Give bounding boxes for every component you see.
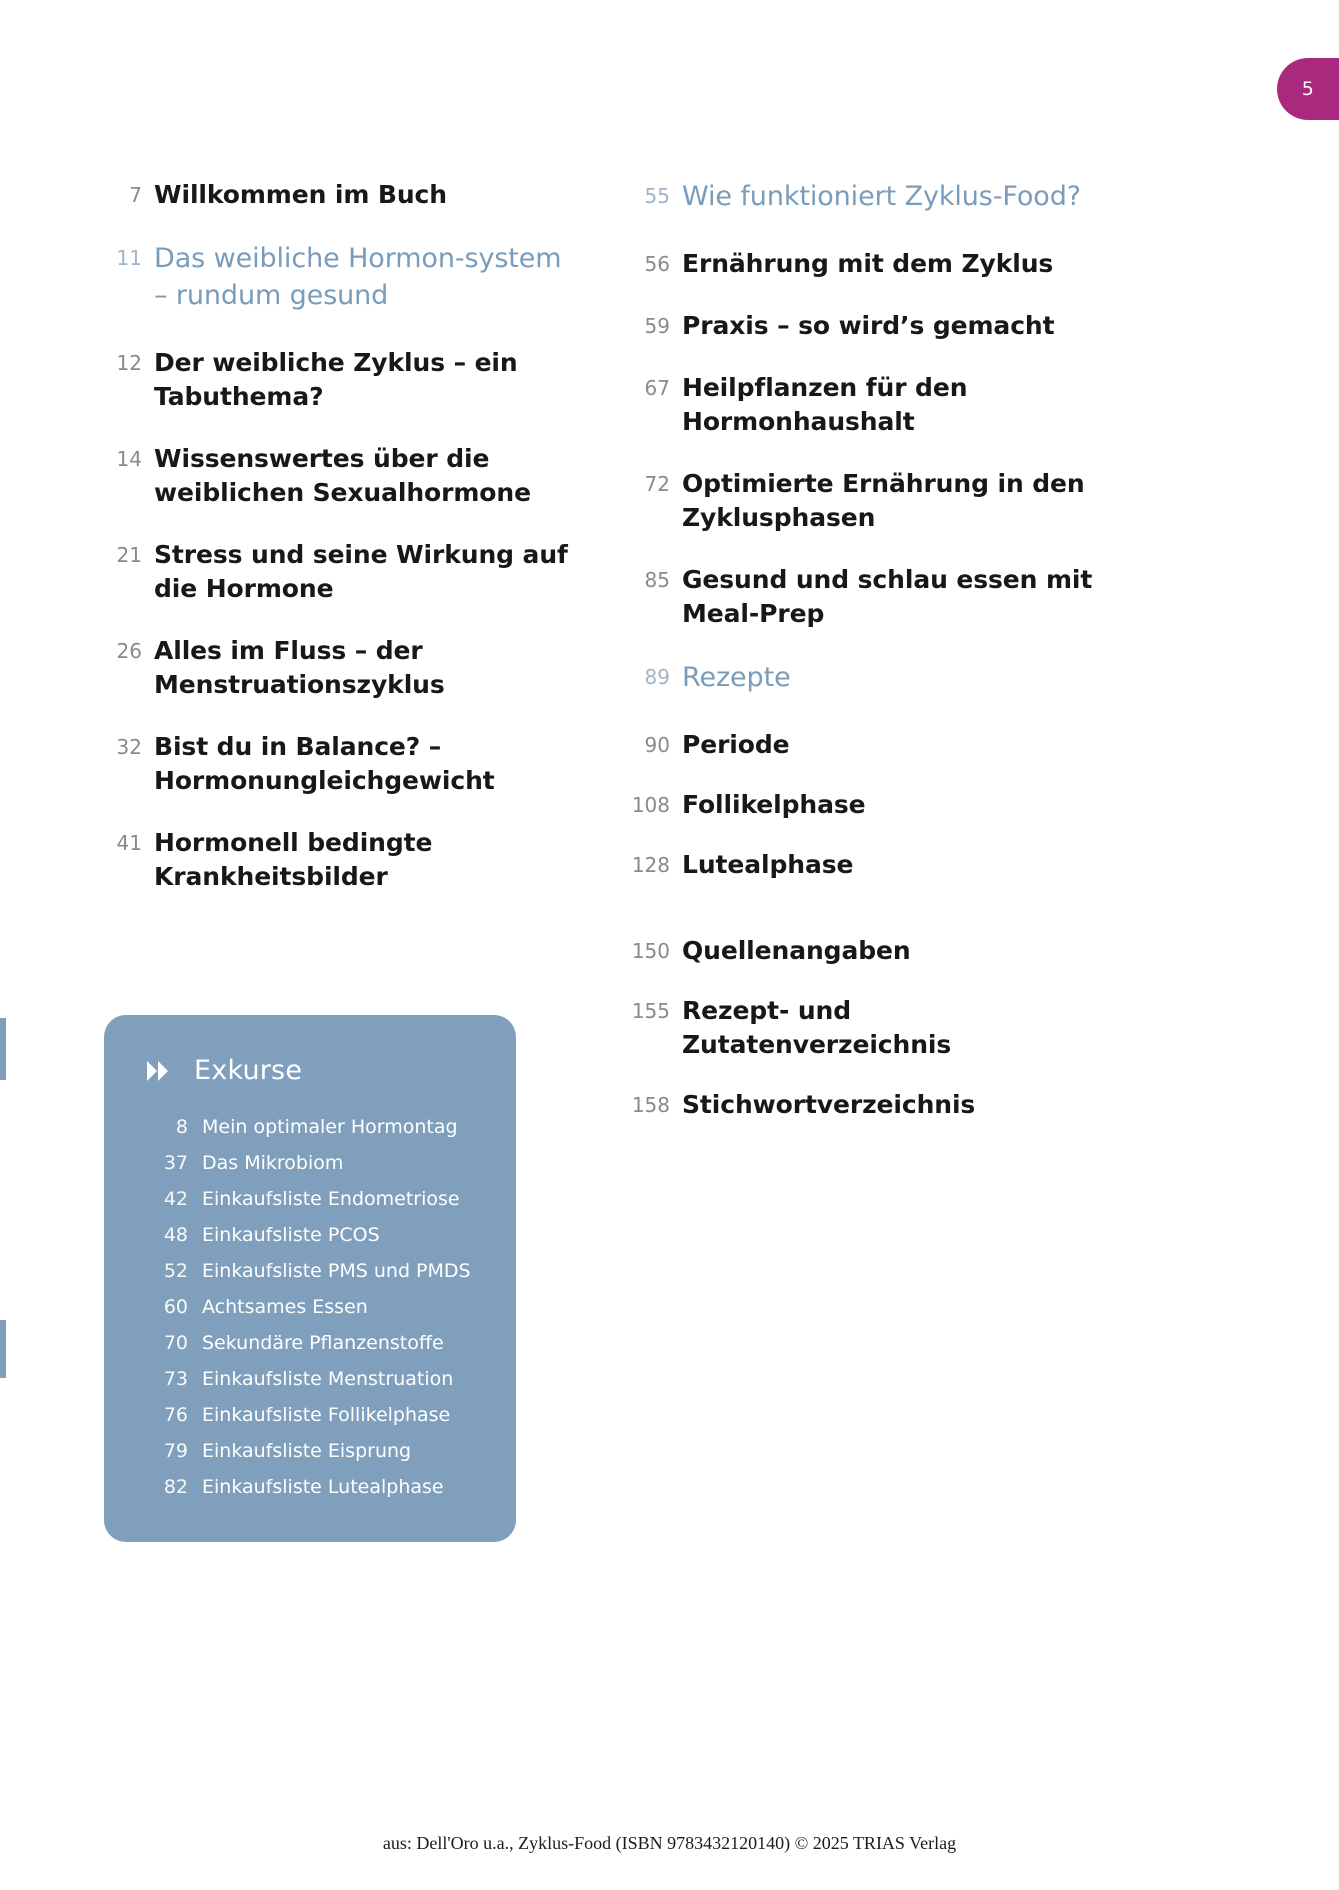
toc-entry-title: Optimierte Ernährung in den Zyklusphasen (682, 469, 1085, 532)
toc-entry-title: Praxis – so wird’s gemacht (682, 311, 1055, 340)
exkurse-item-page: 76 (163, 1404, 188, 1426)
toc-entry[interactable] (618, 371, 1118, 439)
exkurse-item-title: Sekundäre Pflanzenstoffe (202, 1332, 444, 1354)
toc-entry[interactable] (104, 538, 574, 606)
toc-entry-page: 55 (644, 184, 670, 208)
exkurse-list-item[interactable] (134, 1220, 486, 1250)
toc-entry-page: 85 (644, 568, 670, 592)
toc-entry-title: Lutealphase (682, 850, 854, 879)
toc-entry-title: Stress und seine Wirkung auf die Hormone (154, 540, 568, 603)
exkurse-item-page: 52 (163, 1260, 188, 1282)
toc-entry[interactable] (104, 826, 574, 894)
page-number-tab (1277, 58, 1339, 120)
toc-entry-page: 26 (116, 639, 142, 663)
toc-column-right (618, 178, 1118, 1148)
exkurse-list (134, 1112, 486, 1502)
toc-entry-title: Das weibliche Hormon‑system – rundum gesund (154, 243, 562, 311)
toc-chapter-entry[interactable] (104, 240, 574, 314)
toc-entry-page: 90 (644, 733, 670, 757)
toc-entry-title: Wie funktioniert Zyklus-Food? (682, 181, 1081, 212)
toc-entry-page: 41 (116, 831, 142, 855)
exkurse-item-page: 60 (163, 1296, 188, 1318)
toc-entry[interactable] (104, 346, 574, 414)
toc-entry[interactable] (618, 309, 1118, 343)
toc-entry-page: 155 (631, 999, 670, 1023)
toc-entry-page: 67 (644, 376, 670, 400)
toc-entry-page: 150 (631, 939, 670, 963)
toc-column-left (104, 178, 574, 1148)
toc-entry[interactable] (618, 467, 1118, 535)
toc-entry[interactable] (104, 442, 574, 510)
toc-entry[interactable] (618, 563, 1118, 631)
exkurse-item-title: Einkaufsliste Follikelphase (202, 1404, 451, 1426)
exkurse-item-title: Das Mikrobiom (202, 1152, 344, 1174)
toc-entry-title: Rezepte (682, 662, 791, 693)
exkurse-list-item[interactable] (134, 1292, 486, 1322)
exkurse-item-page: 37 (163, 1152, 188, 1174)
toc-entry-page: 89 (644, 665, 670, 689)
toc-entry-title: Alles im Fluss – der Menstruationszyklus (154, 636, 445, 699)
toc-chapter-entry[interactable] (618, 178, 1118, 215)
toc-entry[interactable] (618, 728, 1118, 762)
toc-entry[interactable] (618, 848, 1118, 882)
toc-entry-title: Hormonell bedingte Krankheitsbilder (154, 828, 433, 891)
toc-entry-page: 11 (116, 246, 142, 270)
footer-source-line: aus: Dell'Oro u.a., Zyklus-Food (ISBN 9783432120140) © 2025 TRIAS Verlag (382, 1833, 957, 1853)
exkurse-list-item[interactable] (134, 1400, 486, 1430)
toc-entry-title: Wissenswertes über die weiblichen Sexualhormone (154, 444, 531, 507)
exkurse-list-item[interactable] (134, 1436, 486, 1466)
toc-entry-page: 12 (116, 351, 142, 375)
exkurse-item-page: 73 (163, 1368, 188, 1390)
toc-entry[interactable] (618, 1088, 1118, 1122)
exkurse-item-title: Achtsames Essen (202, 1296, 368, 1318)
exkurse-item-title: Einkaufsliste Lutealphase (202, 1476, 444, 1498)
exkurse-item-page: 8 (175, 1116, 188, 1138)
exkurse-title: Exkurse (194, 1055, 303, 1086)
exkurse-item-page: 70 (163, 1332, 188, 1354)
table-of-contents (104, 178, 1224, 1148)
toc-entry-page: 21 (116, 543, 142, 567)
toc-entry[interactable] (618, 788, 1118, 822)
toc-entry[interactable] (618, 934, 1118, 968)
exkurse-item-title: Einkaufsliste Eisprung (202, 1440, 412, 1462)
exkurse-item-title: Einkaufsliste Menstruation (202, 1368, 454, 1390)
toc-entry-title: Der weibliche Zyklus – ein Tabuthema? (154, 348, 518, 411)
exkurse-list-item[interactable] (134, 1328, 486, 1358)
exkurse-list-item[interactable] (134, 1364, 486, 1394)
exkurse-item-title: Einkaufsliste PCOS (202, 1224, 380, 1246)
toc-entry-title: Ernährung mit dem Zyklus (682, 249, 1054, 278)
exkurse-list-item[interactable] (134, 1256, 486, 1286)
toc-entry[interactable] (618, 247, 1118, 281)
toc-entry[interactable] (618, 994, 1118, 1062)
toc-entry-page: 72 (644, 472, 670, 496)
toc-entry-title: Willkommen im Buch (154, 180, 447, 209)
exkurse-header (146, 1055, 486, 1086)
exkurse-item-page: 79 (163, 1440, 188, 1462)
toc-entry-title: Gesund und schlau essen mit Meal-Prep (682, 565, 1093, 628)
toc-entry-title: Stichwortverzeichnis (682, 1090, 976, 1119)
toc-entry[interactable] (104, 634, 574, 702)
toc-entry[interactable] (104, 730, 574, 798)
spine-mark-upper (0, 1018, 6, 1080)
exkurse-item-page: 82 (163, 1476, 188, 1498)
toc-entry-title: Follikelphase (682, 790, 866, 819)
toc-entry-page: 32 (116, 735, 142, 759)
toc-entry-title: Rezept- und Zutatenverzeichnis (682, 996, 952, 1059)
toc-entry-page: 56 (644, 252, 670, 276)
exkurse-item-title: Einkaufsliste PMS und PMDS (202, 1260, 471, 1282)
double-chevron-right-icon (146, 1060, 174, 1082)
toc-entry[interactable] (104, 178, 574, 212)
toc-entry-page: 108 (631, 793, 670, 817)
exkurse-item-title: Einkaufsliste Endometriose (202, 1188, 460, 1210)
exkurse-list-item[interactable] (134, 1472, 486, 1502)
exkurse-list-item[interactable] (134, 1112, 486, 1142)
exkurse-box (104, 1015, 516, 1542)
page-number: 5 (1301, 78, 1315, 100)
toc-entry-title: Heilpflanzen für den Hormonhaushalt (682, 373, 968, 436)
toc-entry-title: Periode (682, 730, 790, 759)
exkurse-item-title: Mein optimaler Hormontag (202, 1116, 458, 1138)
exkurse-item-page: 48 (163, 1224, 188, 1246)
spine-mark-lower (0, 1320, 6, 1378)
toc-entry-title: Bist du in Balance? – Hormonungleichgewicht (154, 732, 495, 795)
toc-entry-page: 14 (116, 447, 142, 471)
toc-entry-page: 128 (631, 853, 670, 877)
toc-chapter-entry[interactable] (618, 659, 1118, 696)
exkurse-list-item[interactable] (134, 1184, 486, 1214)
toc-entry-page: 158 (631, 1093, 670, 1117)
toc-entry-title: Quellenangaben (682, 936, 911, 965)
exkurse-item-page: 42 (163, 1188, 188, 1210)
exkurse-list-item[interactable] (134, 1148, 486, 1178)
toc-entry-page: 59 (644, 314, 670, 338)
toc-entry-page: 7 (129, 183, 142, 207)
